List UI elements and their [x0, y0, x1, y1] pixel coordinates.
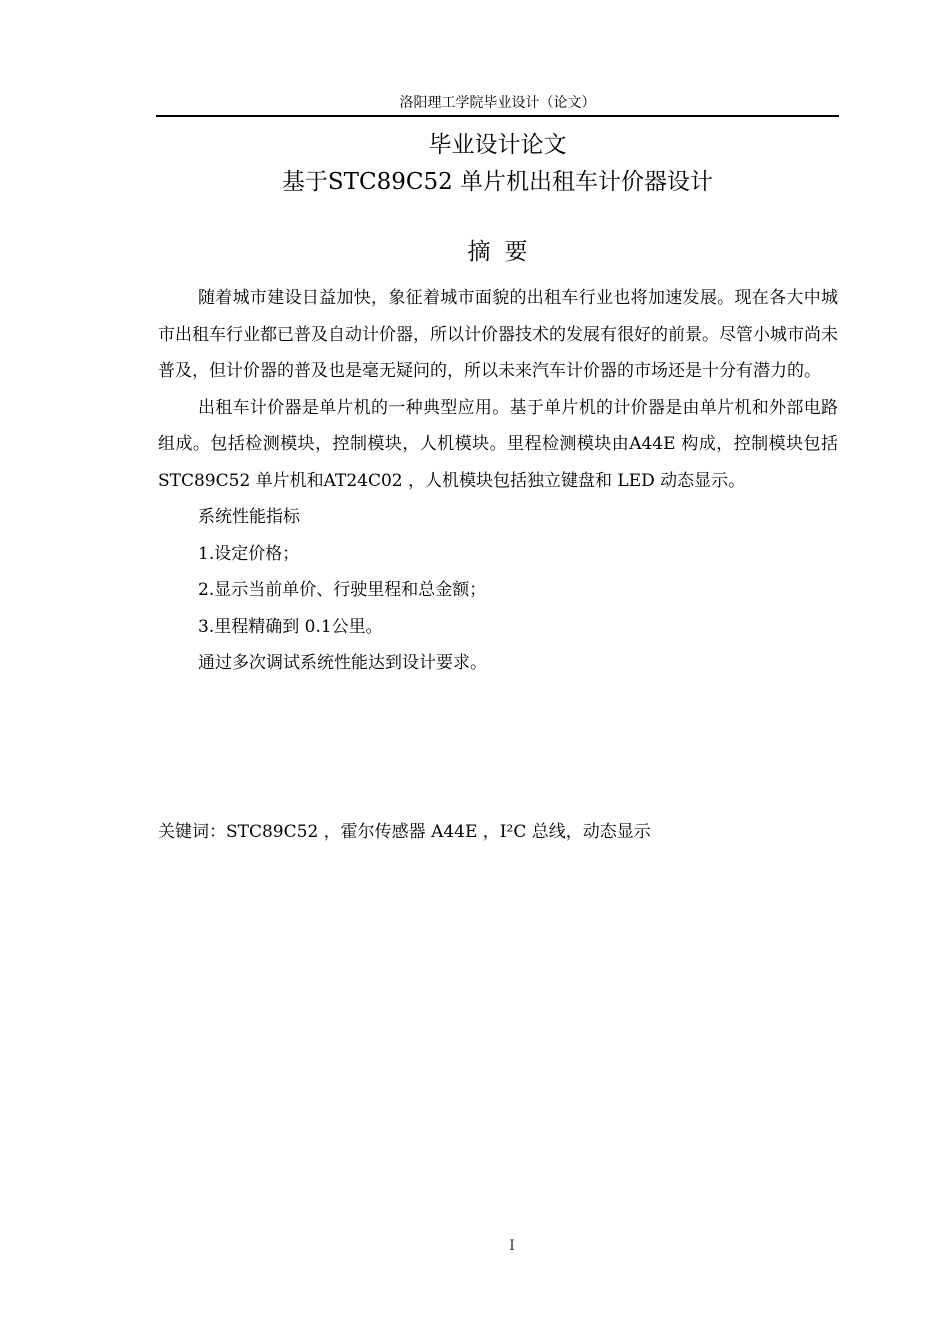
thesis-type-title: 毕业设计论文 [428, 132, 567, 158]
performance-heading: 系统性能指标 [198, 507, 300, 527]
abstract-body [158, 280, 838, 682]
page-number: I [509, 1238, 515, 1254]
performance-item-3: 3.里程精确到 0.1公里。 [198, 616, 383, 637]
running-header: 洛阳理工学院毕业设计（论文） [399, 95, 596, 111]
performance-item-1: 1.设定价格； [198, 543, 300, 564]
keywords: 关键词：STC89C52 ，霍尔传感器 A44E ，I²C 总线，动态显示 [158, 822, 651, 842]
abstract-paragraph-2: 出租车计价器是单片机的一种典型应用。基于单片机的计价器是由单片机和外部电路组成。包括检测模块，控制模块，人机模块。里程检测模块由A44E 构成，控制模块包括STC89C52 单片机和AT24C02 ，人机模块包括独立键盘和 LED 动态显示。 [158, 397, 838, 491]
header-rule [156, 115, 839, 117]
conclusion-line: 通过多次调试系统性能达到设计要求。 [198, 653, 487, 673]
abstract-paragraph-1: 随着城市建设日益加快，象征着城市面貌的出租车行业也将加速发展。现在各大中城市出租车行业都已普及自动计价器，所以计价器技术的发展有很好的前景。尽管小城市尚未普及，但计价器的普及也是毫无疑问的，所以未来汽车计价器的市场还是十分有潜力的。 [158, 288, 838, 381]
performance-item-2: 2.显示当前单价、行驶里程和总金额； [198, 580, 487, 600]
thesis-title: 基于STC89C52 单片机出租车计价器设计 [281, 169, 714, 195]
abstract-heading: 摘要 [467, 239, 542, 265]
